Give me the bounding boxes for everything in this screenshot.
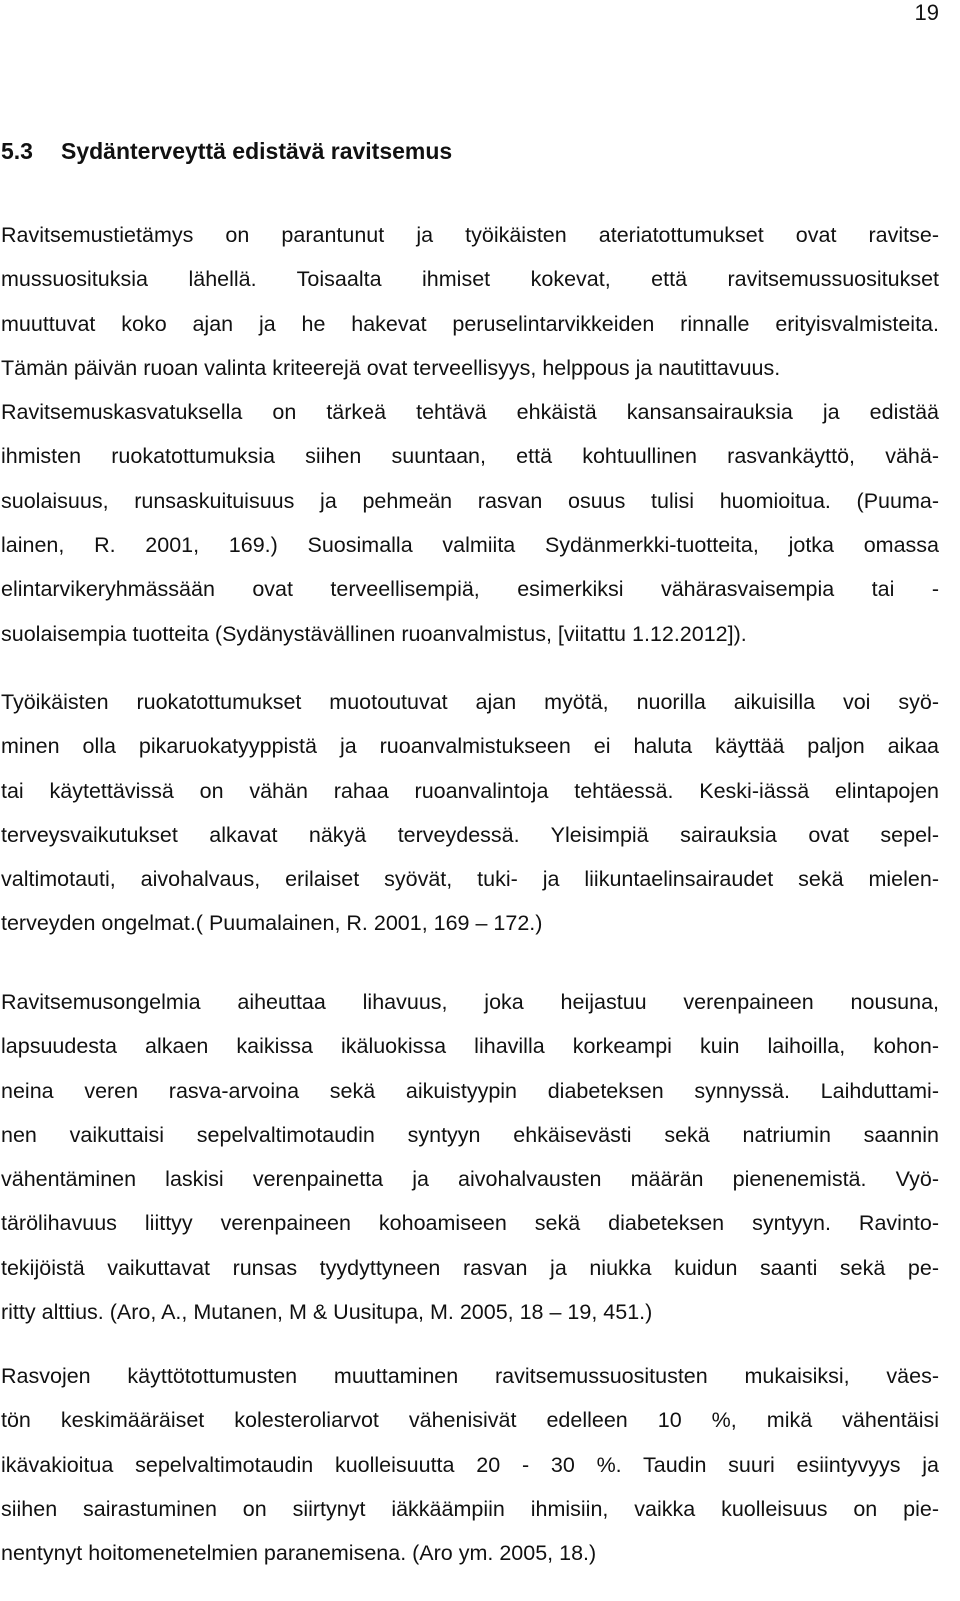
paragraph-line: ihmisten ruokatottumuksia siihen suuntaan, että kohtuullinen rasvankäyttö, vähä- bbox=[1, 444, 939, 469]
paragraph-line: tekijöistä vaikuttavat runsas tyydyttyneen rasvan ja niukka kuidun saanti sekä pe- bbox=[1, 1255, 939, 1280]
paragraph-line: Rasvojen käyttötottumusten muuttaminen ravitsemussuositusten mukaisiksi, väes- bbox=[1, 1364, 939, 1388]
paragraph-line: lapsuudesta alkaen kaikissa ikäluokissa lihavilla korkeampi kuin laihoilla, kohon- bbox=[1, 1034, 939, 1059]
paragraph-line: Ravitsemustietämys on parantunut ja työikäisten ateriatottumukset ovat ravitse- bbox=[1, 223, 939, 247]
paragraph-line: tai käytettävissä on vähän rahaa ruoanvalintoja tehtäessä. Keski-iässä elintapojen bbox=[1, 778, 939, 803]
paragraph-line: suolaisempia tuotteita (Sydänystävällinen ruoanvalmistus, [viitattu 1.12.2012]). bbox=[1, 621, 747, 646]
section-number: 5.3 bbox=[1, 138, 33, 164]
section-heading bbox=[1, 135, 452, 167]
page-number: 19 bbox=[914, 0, 939, 25]
paragraph-line: siihen sairastuminen on siirtynyt iäkkäämpiin ihmisiin, vaikka kuolleisuus on pie- bbox=[1, 1496, 939, 1521]
paragraph-line: mussuosituksia lähellä. Toisaalta ihmiset kokevat, että ravitsemussuositukset bbox=[1, 267, 939, 292]
paragraph-line: muuttuvat koko ajan ja he hakevat peruselintarvikkeiden rinnalle erityisvalmisteita. bbox=[1, 311, 939, 336]
paragraph-line: tärölihavuus liittyy verenpaineen kohoamiseen sekä diabeteksen syntyyn. Ravinto- bbox=[1, 1211, 939, 1236]
paragraph-line: vähentäminen laskisi verenpainetta ja aivohalvausten määrän pienenemistä. Vyö- bbox=[1, 1167, 939, 1192]
paragraph-line: lainen, R. 2001, 169.) Suosimalla valmiita Sydänmerkki-tuotteita, jotka omassa bbox=[1, 533, 939, 558]
paragraph-line: tön keskimääräiset kolesteroliarvot vähenisivät edelleen 10 %, mikä vähentäisi bbox=[1, 1408, 939, 1433]
paragraph-line: valtimotauti, aivohalvaus, erilaiset syövät, tuki- ja liikuntaelinsairaudet sekä mielen- bbox=[1, 867, 939, 892]
paragraph-line: nen vaikuttaisi sepelvaltimotaudin syntyyn ehkäisevästi sekä natriumin saannin bbox=[1, 1122, 939, 1147]
paragraph-line: Tämän päivän ruoan valinta kriteerejä ovat terveellisyys, helppous ja nautittavuus. bbox=[1, 355, 781, 380]
paragraph-line: nentynyt hoitomenetelmien paranemisena. (Aro ym. 2005, 18.) bbox=[1, 1541, 597, 1566]
paragraph-line: terveyden ongelmat.( Puumalainen, R. 2001, 169 – 172.) bbox=[1, 911, 543, 936]
paragraph-line: suolaisuus, runsaskuituisuus ja pehmeän rasvan osuus tulisi huomioitua. (Puuma- bbox=[1, 488, 939, 513]
section-title: Sydänterveyttä edistävä ravitsemus bbox=[61, 138, 453, 164]
paragraph-line: elintarvikeryhmässään ovat terveellisempiä, esimerkiksi vähärasvaisempia tai - bbox=[1, 577, 939, 602]
paragraph-line: terveysvaikutukset alkavat näkyä terveydessä. Yleisimpiä sairauksia ovat sepel- bbox=[1, 822, 939, 847]
paragraph-line: Työikäisten ruokatottumukset muotoutuvat ajan myötä, nuorilla aikuisilla voi syö- bbox=[1, 690, 939, 714]
paragraph-line: ritty alttius. (Aro, A., Mutanen, M & Uusitupa, M. 2005, 18 – 19, 451.) bbox=[1, 1300, 653, 1325]
paragraph-working-age-habits bbox=[1, 680, 939, 946]
paragraph-line: Ravitsemusongelmia aiheuttaa lihavuus, joka heijastuu verenpaineen nousuna, bbox=[1, 990, 939, 1014]
paragraph-line: minen olla pikaruokatyyppistä ja ruoanvalmistukseen ei haluta käyttää paljon aikaa bbox=[1, 734, 939, 759]
paragraph-obesity bbox=[1, 980, 939, 1334]
paragraph-nutrition-knowledge bbox=[1, 213, 939, 656]
paragraph-fat-habits bbox=[1, 1354, 939, 1575]
paragraph-line: neina veren rasva-arvoina sekä aikuistyypin diabeteksen synnyssä. Laihduttami- bbox=[1, 1078, 939, 1103]
paragraph-line: Ravitsemuskasvatuksella on tärkeä tehtävä ehkäistä kansansairauksia ja edistää bbox=[1, 400, 939, 425]
paragraph-line: ikävakioitua sepelvaltimotaudin kuolleisuutta 20 - 30 %. Taudin suuri esiintyvyys ja bbox=[1, 1452, 939, 1477]
